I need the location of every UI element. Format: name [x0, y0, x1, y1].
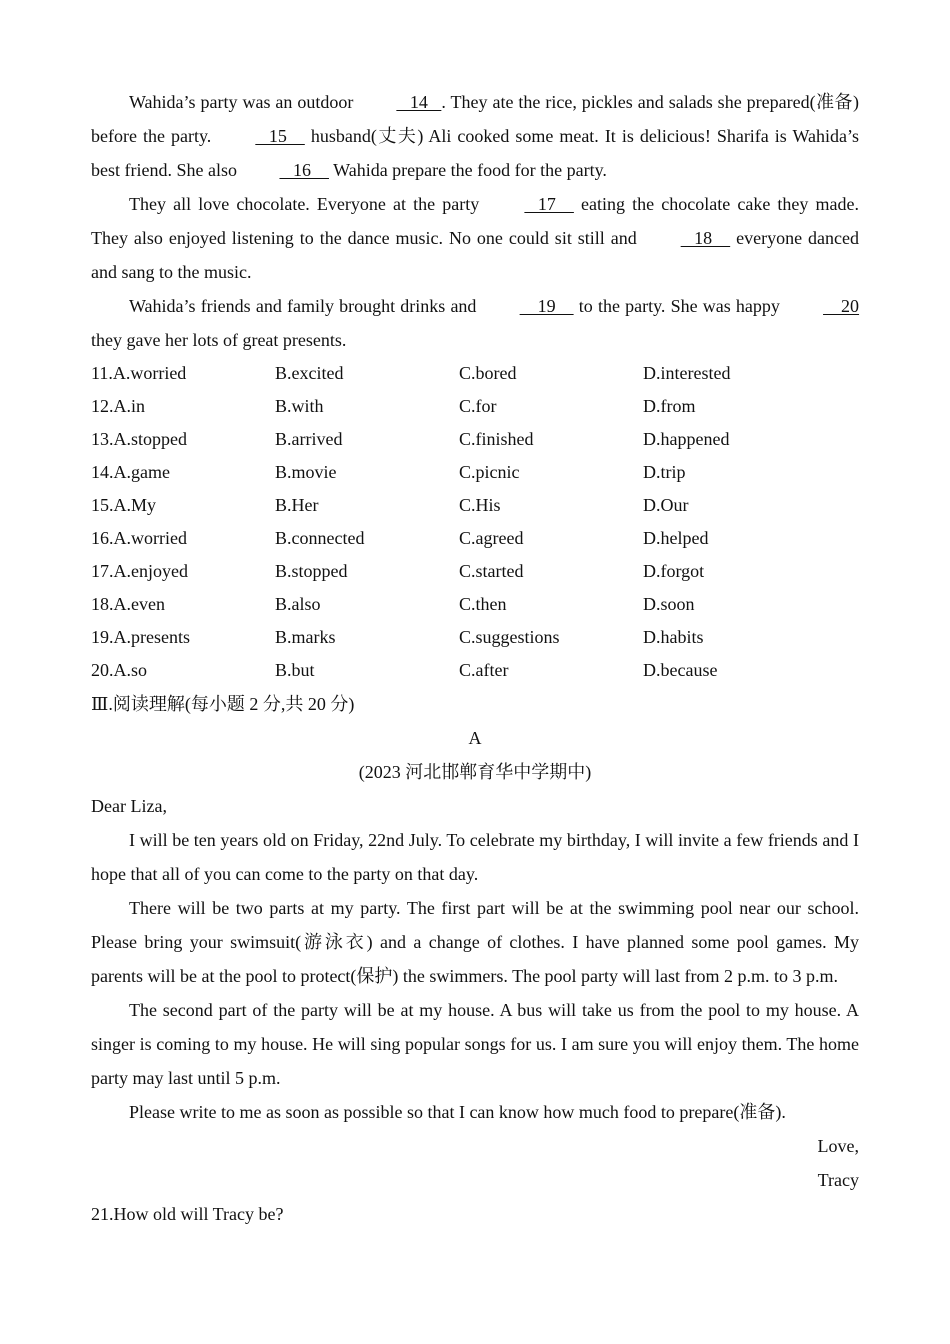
- text: everyone danced and sang to the music.: [91, 228, 860, 282]
- option-row-17: [91, 555, 859, 588]
- text: Wahida’s party was an outdoor: [129, 92, 354, 112]
- option-b: B.connected: [275, 528, 365, 548]
- option-a: 11.A.worried: [91, 363, 187, 383]
- option-b: B.Her: [275, 495, 319, 515]
- text: They all love chocolate. Everyone at the party: [129, 194, 480, 214]
- question-21: 21.How old will Tracy be?: [91, 1204, 284, 1224]
- option-c: C.bored: [459, 363, 517, 383]
- text: they gave her lots of great presents.: [91, 330, 347, 350]
- option-c: C.suggestions: [459, 627, 560, 647]
- cloze-paragraph-3: [91, 289, 859, 357]
- option-row-14: [91, 456, 859, 489]
- section-title: Ⅲ.阅读理解(每小题 2 分,共 20 分): [91, 694, 355, 714]
- letter-closing: Love,: [817, 1136, 859, 1156]
- blank-15: 15: [255, 126, 305, 146]
- blank-14: 14: [396, 92, 442, 112]
- option-d: D.because: [643, 660, 718, 680]
- option-b: B.movie: [275, 462, 337, 482]
- option-b: B.but: [275, 660, 315, 680]
- blank-16: 16: [279, 160, 329, 180]
- option-c: C.for: [459, 396, 497, 416]
- text: to the party. She was happy: [578, 296, 780, 316]
- letter-paragraph-1: I will be ten years old on Friday, 22nd July. To celebrate my birthday, I will invite a few friends and I hope that all of you can come to the party on that day.: [91, 830, 859, 884]
- option-row-20: [91, 654, 859, 687]
- option-a: 13.A.stopped: [91, 429, 187, 449]
- cloze-paragraph-1: [91, 85, 859, 187]
- option-d: D.Our: [643, 495, 689, 515]
- option-a: 19.A.presents: [91, 627, 190, 647]
- option-row-18: [91, 588, 859, 621]
- option-d: D.forgot: [643, 561, 705, 581]
- option-d: D.trip: [643, 462, 686, 482]
- option-a: 12.A.in: [91, 396, 145, 416]
- option-c: C.started: [459, 561, 524, 581]
- option-c: C.picnic: [459, 462, 520, 482]
- option-d: D.habits: [643, 627, 704, 647]
- option-d: D.interested: [643, 363, 731, 383]
- part-label: A: [468, 728, 482, 748]
- option-c: C.finished: [459, 429, 534, 449]
- letter-paragraph-2: There will be two parts at my party. The first part will be at the swimming pool near our school. Please bring your swimsuit(游泳衣) and a change of clothes. I have planned some pool games. My parents will be at the pool to protect(保护) the swimmers. The pool party will last from 2 p.m. to 3 p.m.: [91, 898, 859, 986]
- text: eating the chocolate cake they made. They also enjoyed listening to the dance music. No one could sit still and: [91, 194, 860, 248]
- option-a: 15.A.My: [91, 495, 157, 515]
- option-a: 17.A.enjoyed: [91, 561, 188, 581]
- letter-greeting: Dear Liza,: [91, 796, 167, 816]
- option-b: B.also: [275, 594, 321, 614]
- option-c: C.agreed: [459, 528, 524, 548]
- option-a: 16.A.worried: [91, 528, 187, 548]
- option-row-12: [91, 390, 859, 423]
- option-d: D.helped: [643, 528, 709, 548]
- option-b: B.with: [275, 396, 324, 416]
- blank-20: 20: [823, 296, 860, 316]
- letter-paragraph-3: The second part of the party will be at my house. A bus will take us from the pool to my house. A singer is coming to my house. He will sing popular songs for us. I am sure you will enjoy them. The home party may last until 5 p.m.: [91, 1000, 859, 1088]
- option-row-15: [91, 489, 859, 522]
- blank-18: 18: [680, 228, 731, 248]
- option-a: 14.A.game: [91, 462, 170, 482]
- blank-19: 19: [519, 296, 574, 316]
- text: Wahida’s friends and family brought drinks and: [129, 296, 477, 316]
- letter-paragraph-4: Please write to me as soon as possible so that I can know how much food to prepare(准备).: [129, 1102, 786, 1122]
- option-a: 18.A.even: [91, 594, 165, 614]
- text: husband(丈夫) Ali cooked some meat. It is delicious! Sharifa is Wahida’s best friend. She also: [91, 126, 860, 180]
- option-d: D.from: [643, 396, 696, 416]
- blank-17: 17: [524, 194, 574, 214]
- option-c: C.then: [459, 594, 507, 614]
- option-d: D.happened: [643, 429, 730, 449]
- letter-signature: Tracy: [817, 1170, 859, 1190]
- option-d: D.soon: [643, 594, 695, 614]
- option-b: B.excited: [275, 363, 344, 383]
- text: . They ate the rice, pickles and salads she prepared(准备) before the party.: [91, 92, 860, 146]
- option-row-11: [91, 357, 859, 390]
- option-c: C.His: [459, 495, 501, 515]
- source-note: (2023 河北邯郸育华中学期中): [358, 762, 592, 782]
- options-table: [91, 357, 859, 687]
- option-row-19: [91, 621, 859, 654]
- cloze-paragraph-2: [91, 187, 859, 289]
- option-b: B.marks: [275, 627, 336, 647]
- option-b: B.stopped: [275, 561, 348, 581]
- option-b: B.arrived: [275, 429, 343, 449]
- option-a: 20.A.so: [91, 660, 148, 680]
- option-c: C.after: [459, 660, 509, 680]
- text: Wahida prepare the food for the party.: [333, 160, 607, 180]
- exam-page: [91, 85, 859, 1231]
- option-row-16: [91, 522, 859, 555]
- option-row-13: [91, 423, 859, 456]
